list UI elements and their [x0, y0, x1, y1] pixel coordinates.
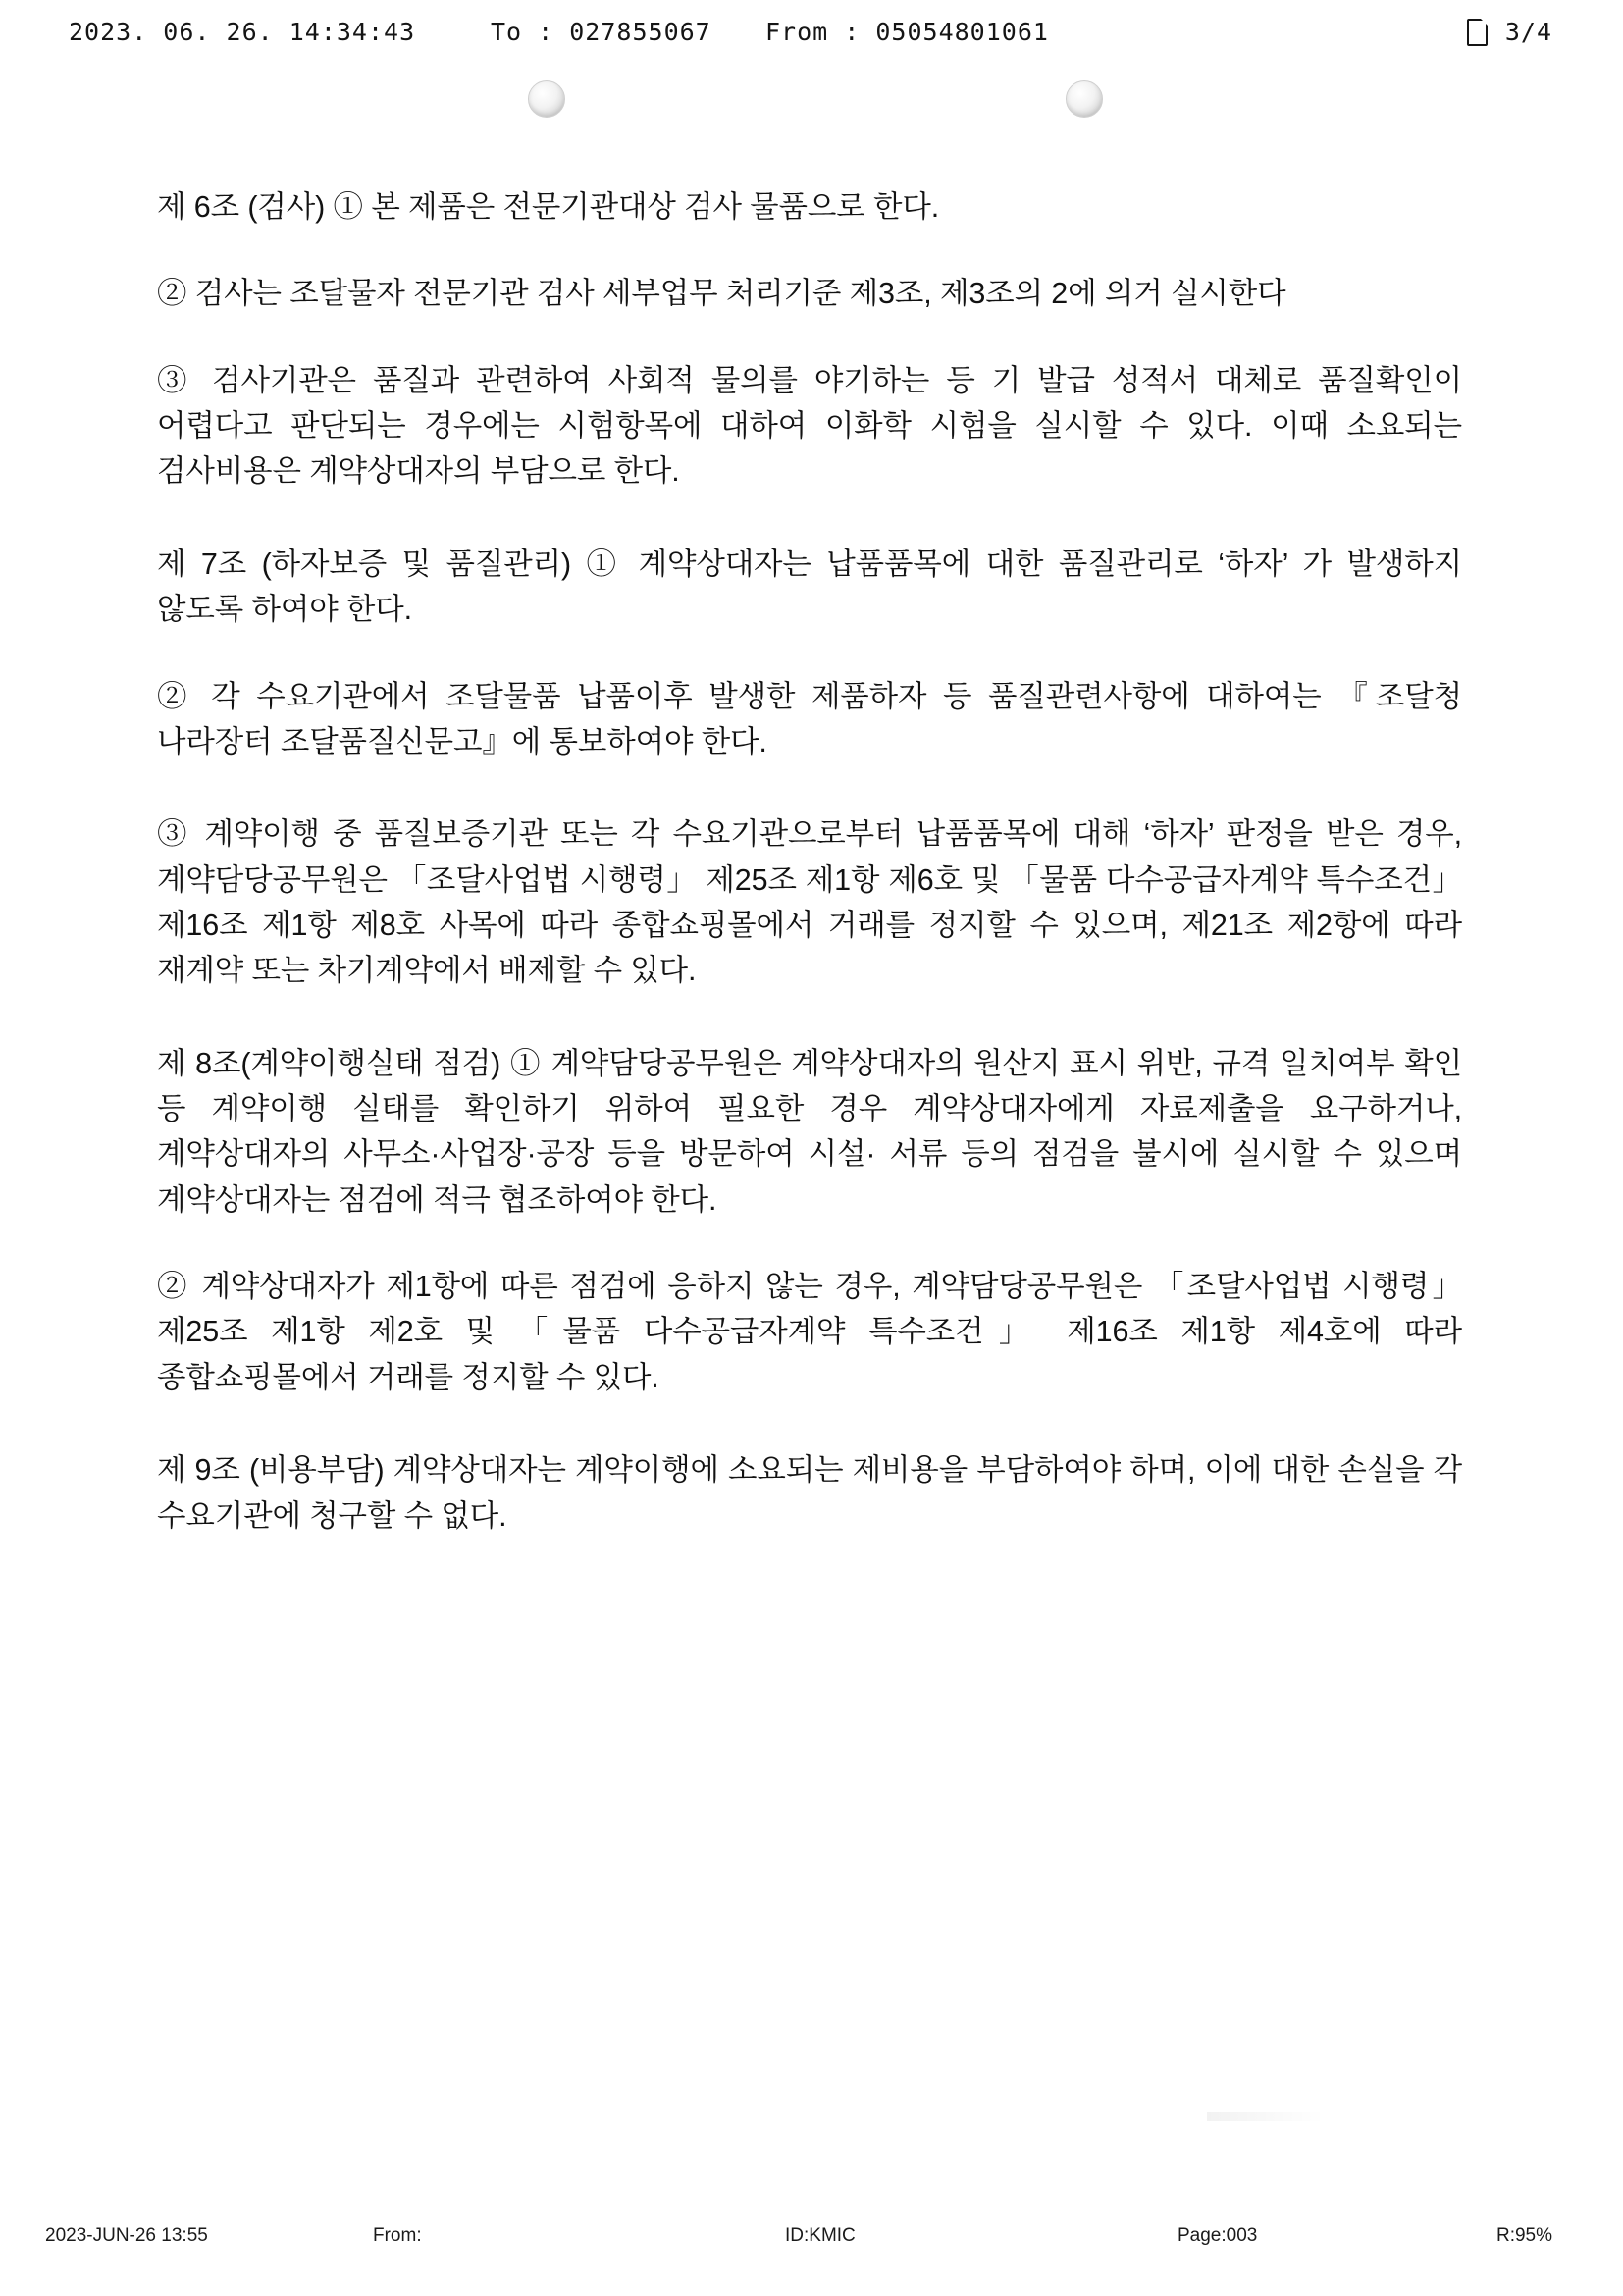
paragraph-article-6-1: 제 6조 (검사) ① 본 제품은 전문기관대상 검사 물품으로 한다. [157, 190, 940, 224]
fax-footer-from: From: [373, 2225, 422, 2246]
fax-header-from: From : 05054801061 [765, 18, 1049, 46]
paragraph-article-6-3: ③ 검사기관은 품질과 관련하여 사회적 물의를 야기하는 등 기 발급 성적서 대체로 품질확인이 어렵다고 판단되는 경우에는 시험항목에 대하여 이화학 시험을 실시할 수 있다. 이때 소요되는 검사비용은 계약상대자의 부담으로 한다. [157, 363, 1462, 489]
fax-header-page-indicator: 3/4 [1504, 18, 1552, 46]
fax-footer-id: ID:KMIC [785, 2225, 856, 2246]
paragraph-article-9-1: 제 9조 (비용부담) 계약상대자는 계약이행에 소요되는 제비용을 부담하여야 하며, 이에 대한 손실을 각 수요기관에 청구할 수 없다. [157, 1453, 1462, 1533]
fax-footer-resolution: R:95% [1495, 2225, 1552, 2246]
binder-hole-left-icon [528, 80, 565, 118]
fax-footer-date: 2023-JUN-26 13:55 [45, 2225, 208, 2246]
document-page-icon [1467, 19, 1488, 46]
fax-header-datetime: 2023. 06. 26. 14:34:43 [69, 18, 416, 46]
fax-header-to: To : 027855067 [491, 18, 711, 46]
fax-footer-page: Page:003 [1178, 2225, 1258, 2246]
paragraph-article-8-2: ② 계약상대자가 제1항에 따른 점검에 응하지 않는 경우, 계약담당공무원은 「조달사업법 시행령」 제25조 제1항 제2호 및 「물품 다수공급자계약 특수조건」 제16조 제1항 제4호에 따라 종합쇼핑몰에서 거래를 정지할 수 있다. [157, 1270, 1462, 1394]
paragraph-article-7-3: ③ 계약이행 중 품질보증기관 또는 각 수요기관으로부터 납품품목에 대해 ‘하자’ 판정을 받은 경우, 계약담당공무원은 「조달사업법 시행령」 제25조 제1항 제6호 및 「물품 다수공급자계약 특수조건」 제16조 제1항 제8호 사목에 따라 종합쇼핑몰에서 거래를 정지할 수 있으며, 제21조 제2항에 따라 재계약 또는 차기계약에서 배제할 수 있다. [157, 817, 1462, 988]
paragraph-article-7-1: 제 7조 (하자보증 및 품질관리) ① 계약상대자는 납품품목에 대한 품질관리로 ‘하자’ 가 발생하지 않도록 하여야 한다. [157, 547, 1462, 627]
paragraph-article-8-1: 제 8조(계약이행실태 점검) ① 계약담당공무원은 계약상대자의 원산지 표시 위반, 규격 일치여부 확인 등 계약이행 실태를 확인하기 위하여 필요한 경우 계약상대자에게 자료제출을 요구하거나, 계약상대자의 사무소·사업장·공장 등을 방문하여 시설· 서류 등의 점검을 불시에 실시할 수 있으며 계약상대자는 점검에 적극 협조하여야 한다. [157, 1046, 1462, 1217]
scan-artifact [1207, 2112, 1325, 2121]
fax-header-strip [0, 18, 1623, 59]
binder-hole-right-icon [1066, 80, 1103, 118]
paragraph-article-7-2: ② 각 수요기관에서 조달물품 납품이후 발생한 제품하자 등 품질관련사항에 대하여는 『조달청 나라장터 조달품질신문고』에 통보하여야 한다. [157, 679, 1462, 758]
document-body [157, 184, 1462, 1539]
paragraph-article-6-2: ② 검사는 조달물자 전문기관 검사 세부업무 처리기준 제3조, 제3조의 2에 의거 실시한다 [157, 277, 1286, 311]
fax-footer-strip [0, 2225, 1623, 2255]
